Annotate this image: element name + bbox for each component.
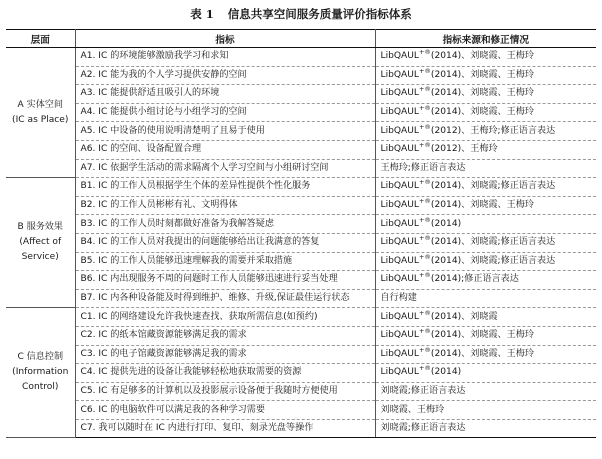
indicator-cell: B2. IC 的工作人员彬彬有礼、文明得体 <box>75 196 375 215</box>
source-main: LibQAUL <box>380 125 419 136</box>
source-cell <box>375 159 596 178</box>
source-cell <box>375 401 596 420</box>
source-superscript: +® <box>418 327 431 336</box>
indicator-cell: C6. IC 的电脑软件可以满足我的各种学习需要 <box>75 401 375 420</box>
indicator-cell: B3. IC 的工作人员时刻都做好准备为我解答疑虑 <box>75 215 375 234</box>
table-row <box>6 140 596 159</box>
source-rest: (2014) <box>430 218 462 229</box>
source-cell <box>375 289 596 308</box>
table-row <box>6 364 596 383</box>
source-cell <box>375 419 596 438</box>
source-superscript: +® <box>418 197 431 206</box>
table-row <box>6 271 596 290</box>
source-superscript: +® <box>418 85 431 94</box>
table-row <box>6 252 596 271</box>
source-cell <box>375 48 596 67</box>
source-superscript: +® <box>418 364 431 373</box>
header-level: 层面 <box>6 30 75 48</box>
source-rest: (2012)、王梅玲;修正语言表达 <box>430 125 556 136</box>
source-rest: (2014)、刘晓霞;修正语言表达 <box>430 181 556 192</box>
evaluation-indicator-table <box>6 29 596 438</box>
source-superscript: +® <box>418 271 431 280</box>
table-row <box>6 178 596 197</box>
table-row <box>6 48 596 67</box>
source-main: LibQAUL <box>380 330 419 341</box>
indicator-cell: A2. IC 能为我的个人学习提供安静的空间 <box>75 66 375 85</box>
table-row <box>6 382 596 401</box>
source-cell <box>375 252 596 271</box>
source-rest: 王梅玲;修正语言表达 <box>380 162 466 173</box>
source-superscript: +® <box>418 308 431 317</box>
table-title: 信息共享空间服务质量评价指标体系 <box>227 7 412 21</box>
source-superscript: +® <box>418 252 431 261</box>
source-cell <box>375 85 596 104</box>
source-main: LibQAUL <box>380 367 419 378</box>
source-main: LibQAUL <box>380 69 419 80</box>
table-row <box>6 326 596 345</box>
source-rest: 刘晓霞、王梅玲 <box>380 404 445 415</box>
indicator-cell: B6. IC 内出现服务不周的问题时工作人员能够迅速进行妥当处理 <box>75 271 375 290</box>
source-rest: (2014)、刘晓霞、王梅玲 <box>430 200 534 211</box>
level-label: B 服务效果 <box>17 222 63 233</box>
table-row <box>6 289 596 308</box>
source-cell <box>375 233 596 252</box>
level-sublabel: (Affect of Service) <box>19 237 62 263</box>
indicator-cell: C7. 我可以随时在 IC 内进行打印、复印、刻录光盘等操作 <box>75 419 375 438</box>
header-source: 指标来源和修正情况 <box>375 30 596 48</box>
source-rest: (2014)、刘晓霞、王梅玲 <box>430 69 534 80</box>
source-superscript: +® <box>418 66 431 75</box>
level-cell <box>6 48 75 178</box>
table-body <box>6 48 596 438</box>
indicator-cell: C4. IC 提供先进的设备让我能够轻松地获取需要的资源 <box>75 364 375 383</box>
source-cell <box>375 271 596 290</box>
source-rest: (2014)、刘晓霞、王梅玲 <box>430 330 534 341</box>
indicator-cell: C5. IC 有足够多的计算机以及投影展示设备便于我随时方便使用 <box>75 382 375 401</box>
source-cell <box>375 66 596 85</box>
indicator-cell: C3. IC 的电子馆藏资源能够满足我的需求 <box>75 345 375 364</box>
source-main: LibQAUL <box>380 200 419 211</box>
table-row <box>6 419 596 438</box>
indicator-cell: A6. IC 的空间、设备配置合理 <box>75 140 375 159</box>
source-rest: (2014)、刘晓霞 <box>430 311 498 322</box>
source-superscript: +® <box>418 234 431 243</box>
table-row <box>6 196 596 215</box>
indicator-cell: C2. IC 的纸本馆藏资源能够满足我的需求 <box>75 326 375 345</box>
source-rest: 刘晓霞;修正语言表达 <box>380 385 466 396</box>
source-cell <box>375 215 596 234</box>
indicator-cell: B4. IC 的工作人员对我提出的问题能够给出让我满意的答复 <box>75 233 375 252</box>
source-main: LibQAUL <box>380 181 419 192</box>
source-cell <box>375 196 596 215</box>
indicator-cell: A4. IC 能提供小组讨论与小组学习的空间 <box>75 103 375 122</box>
source-rest: 自行构建 <box>380 293 417 304</box>
source-cell <box>375 326 596 345</box>
source-cell <box>375 178 596 197</box>
source-main: LibQAUL <box>380 107 419 118</box>
source-cell <box>375 122 596 141</box>
level-cell <box>6 178 75 308</box>
source-main: LibQAUL <box>380 144 419 155</box>
level-sublabel: (IC as Place) <box>12 114 69 125</box>
table-row <box>6 103 596 122</box>
source-rest: (2014);修正语言表达 <box>430 274 519 285</box>
indicator-cell: B7. IC 内各种设备能及时得到维护、维修、升级,保证最佳运行状态 <box>75 289 375 308</box>
source-superscript: +® <box>418 104 431 113</box>
source-rest: (2014)、刘晓霞、王梅玲 <box>430 348 534 359</box>
table-row <box>6 66 596 85</box>
table-row <box>6 215 596 234</box>
source-main: LibQAUL <box>380 237 419 248</box>
source-cell <box>375 103 596 122</box>
source-main: LibQAUL <box>380 51 419 62</box>
table-row <box>6 308 596 327</box>
indicator-cell: A7. IC 依据学生活动的需求隔离个人学习空间与小组研讨空间 <box>75 159 375 178</box>
source-rest: (2014)、刘晓霞;修正语言表达 <box>430 255 556 266</box>
source-cell <box>375 140 596 159</box>
indicator-cell: A3. IC 能提供舒适且吸引人的环境 <box>75 85 375 104</box>
level-sublabel: (Information Control) <box>12 367 69 393</box>
source-superscript: +® <box>418 345 431 354</box>
indicator-cell: A1. IC 的环境能够激励我学习和求知 <box>75 48 375 67</box>
source-superscript: +® <box>418 178 431 187</box>
source-rest: (2014)、刘晓霞、王梅玲 <box>430 51 534 62</box>
indicator-cell: A5. IC 中设备的使用说明清楚明了且易于使用 <box>75 122 375 141</box>
source-rest: (2014) <box>430 367 462 378</box>
source-main: LibQAUL <box>380 255 419 266</box>
table-row <box>6 85 596 104</box>
table-row <box>6 122 596 141</box>
source-rest: (2012)、王梅玲 <box>430 144 498 155</box>
source-rest: (2014)、刘晓霞;修正语言表达 <box>430 237 556 248</box>
source-cell <box>375 308 596 327</box>
table-row <box>6 159 596 178</box>
table-row <box>6 401 596 420</box>
table-number: 表 1 <box>190 7 214 21</box>
level-cell <box>6 308 75 438</box>
source-main: LibQAUL <box>380 348 419 359</box>
source-superscript: +® <box>418 48 431 57</box>
source-superscript: +® <box>418 141 431 150</box>
source-cell <box>375 345 596 364</box>
table-row <box>6 233 596 252</box>
source-main: LibQAUL <box>380 88 419 99</box>
source-main: LibQAUL <box>380 218 419 229</box>
table-row <box>6 345 596 364</box>
source-superscript: +® <box>418 122 431 131</box>
indicator-cell: C1. IC 的网络建设允许我快速查找、获取所需信息(如预约) <box>75 308 375 327</box>
indicator-cell: B5. IC 的工作人员能够迅速理解我的需要并采取措施 <box>75 252 375 271</box>
indicator-cell: B1. IC 的工作人员根据学生个体的差异性提供个性化服务 <box>75 178 375 197</box>
source-main: LibQAUL <box>380 274 419 285</box>
source-cell <box>375 364 596 383</box>
level-label: A 实体空间 <box>17 99 63 110</box>
source-superscript: +® <box>418 215 431 224</box>
source-rest: (2014)、刘晓霞、王梅玲 <box>430 88 534 99</box>
level-label: C 信息控制 <box>17 352 64 363</box>
table-caption <box>0 6 602 22</box>
source-rest: 刘晓霞;修正语言表达 <box>380 423 466 434</box>
header-row <box>6 30 596 48</box>
header-indicator: 指标 <box>75 30 375 48</box>
source-main: LibQAUL <box>380 311 419 322</box>
source-cell <box>375 382 596 401</box>
source-rest: (2014)、刘晓霞、王梅玲 <box>430 107 534 118</box>
